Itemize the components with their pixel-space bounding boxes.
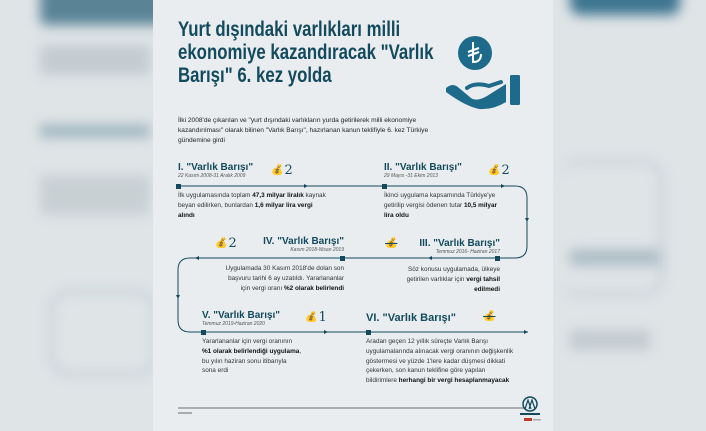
money-bag-icon: 💰 [271, 165, 284, 176]
tax-rate-badge: 💰 2 [215, 236, 237, 251]
phase-1 [178, 162, 253, 179]
timeline-marker [382, 184, 387, 189]
phase-title: V. "Varlık Barışı" [202, 310, 281, 321]
phase-description: İkinci uygulama kapsamında Türkiye'ye getirilip vergisi ödenen tutar 10,5 milyar lira oldu [384, 192, 497, 219]
phase-title: I. "Varlık Barışı" [178, 162, 254, 173]
page-title: Yurt dışındaki varlıkları milli ekonomiye kazandıracak "Varlık Barışı" 6. kez yolda [178, 18, 434, 87]
blurred-background-text [40, 45, 150, 75]
infographic-panel [153, 0, 553, 431]
timeline-marker [201, 330, 206, 335]
phase-description: İlk uygulamasında toplam 47,3 milyar liralık kaynak beyan edilirken, bunlardan 1,6 milyar lira vergi alındı [178, 192, 326, 219]
blurred-background-text [570, 250, 660, 265]
blurred-background-line [560, 160, 663, 296]
phase-title: II. "Varlık Barışı" [384, 162, 462, 173]
phase-title: III. "Varlık Barışı" [419, 238, 500, 249]
money-bag-crossed-icon: 💰 [385, 238, 398, 249]
timeline-marker [366, 330, 371, 335]
phase-description: Uygulamada 30 Kasım 2018'de dolan son başvuru tarihi 6 ay uzatıldı. Yararlananlar için vergi oranı %2 olarak belirlendi [225, 265, 344, 292]
phase-3 [419, 238, 500, 255]
tax-rate-badge: 💰 1 [305, 310, 327, 325]
phase-5 [202, 310, 280, 327]
money-bag-icon: 💰 [488, 165, 501, 176]
tax-rate-badge: 💰 2 [488, 163, 510, 178]
phase-2 [384, 162, 462, 179]
blurred-background-text [570, 330, 650, 350]
phase-description: Yararlananlar için vergi oranının %1 olarak belirlendiği uygulama, bu yılın haziran sonu itibarıyla sona erdi [202, 338, 302, 375]
timeline-marker [495, 256, 500, 261]
money-bag-icon: 💰 [305, 312, 318, 323]
timeline-marker [340, 256, 345, 261]
phase-description: Söz konusu uygulamada, ülkeye getirilen varlıklar için vergi tahsil edilmedi [406, 266, 500, 293]
phase-title: IV. "Varlık Barışı" [263, 236, 344, 247]
phase-6 [366, 312, 456, 324]
phase-date: Temmuz 2019-Haziran 2020 [202, 321, 265, 327]
timeline-marker [176, 184, 181, 189]
blurred-background-icon [570, 0, 680, 15]
phase-title: VI. "Varlık Barışı" [366, 312, 456, 324]
blurred-background-title [40, 0, 170, 25]
phase-4 [263, 236, 344, 253]
money-bag-crossed-icon: 💰 [483, 311, 496, 322]
aa-logo [516, 396, 546, 428]
intro-text: İlki 2008'de çıkarılan ve "yurt dışındaki varlıkların yurda getirilerek milli ekonomiye kazandırılması" olarak bilinen "Varlık Barışı", hazırlanan kanun teklifiyle 6. kez Türkiye gündemine girdi [178, 117, 429, 144]
money-bag-icon: 💰 [215, 238, 228, 249]
phase-date: Kasım 2018-Nisan 2019 [290, 247, 344, 253]
blurred-background-text [40, 125, 150, 137]
blurred-background-line [50, 290, 156, 376]
tax-rate-badge: 💰 2 [271, 163, 293, 178]
phase-date: 22 Kasım 2008-31 Aralık 2009 [178, 173, 246, 179]
phase-date: 29 Mayıs -31 Ekim 2013 [384, 173, 438, 179]
blurred-background-text [40, 175, 150, 215]
phase-date: Temmuz 2016- Haziran 2017 [435, 249, 500, 255]
phase-description: Aradan geçen 12 yıllık süreçte Varlık Barışı uygulamalarında alınacak vergi oranının değişkenlik göstermesi ve yüzde 1'lere kadar düşmesi dikkati çekerken, son kanun teklifine göre yapılan bildirimlere herhangi bir vergi hesaplanmayacak [366, 338, 514, 385]
